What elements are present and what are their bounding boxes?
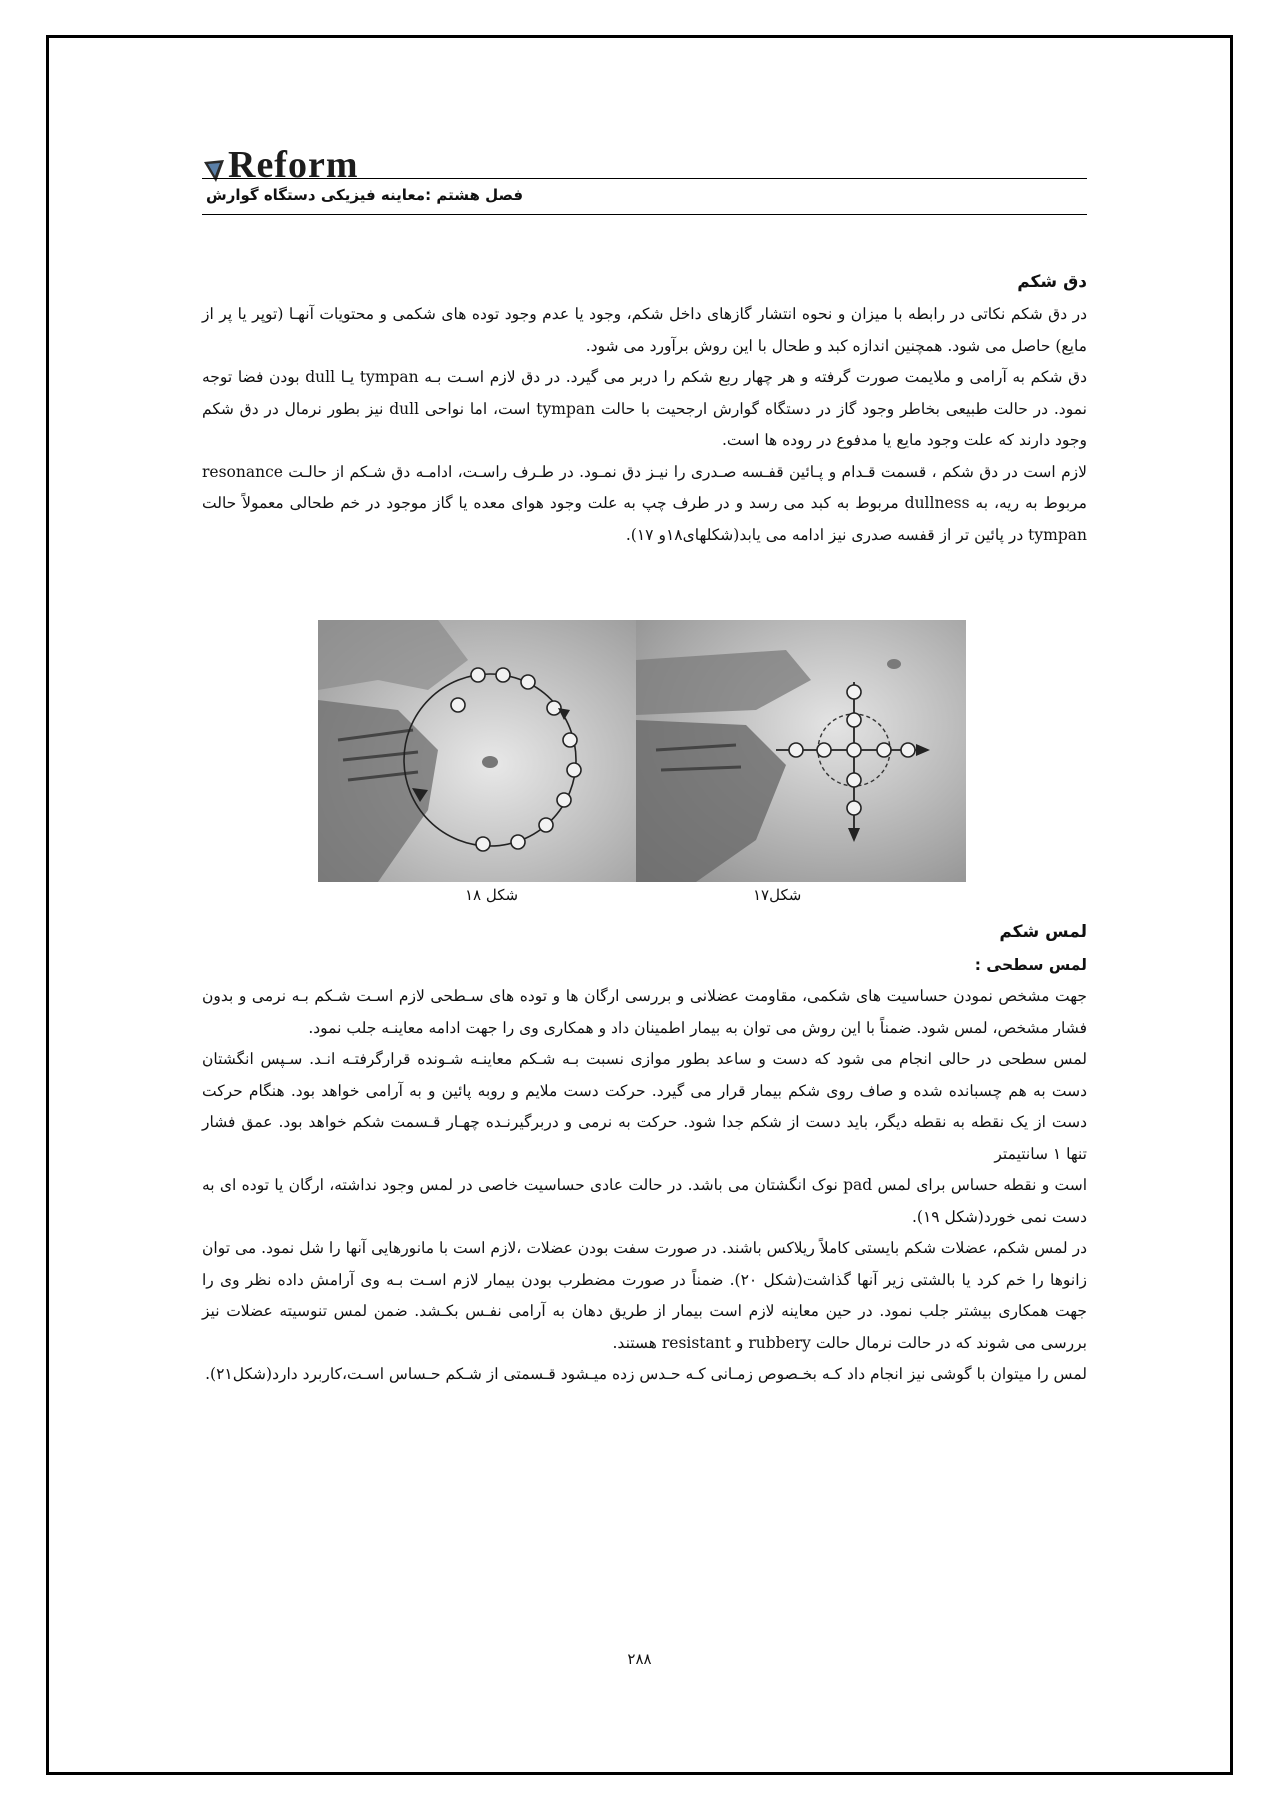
- figure-17-caption: شکل۱۷: [753, 886, 802, 904]
- page-number: ۲۸۸: [627, 1650, 652, 1668]
- paragraph: جهت مشخص نمودن حساسیت های شکمی، مقاومت عضلانی و بررسی ارگان ها و توده های سـطحی لازم اسـت شـکم بـه نرمی و بدون فشار مشخص، لمس شود. ضمناً با این روش می توان به بیمار اطمینان داد و همکاری وی را جهت ادامه معاینـه جلب نمود.: [202, 987, 1087, 1037]
- paragraph: در دق شکم نکاتی در رابطه با میزان و نحوه انتشار گازهای داخل شکم، وجود یا عدم وجود توده های شکمی و محتویات آنهـا (توپر یا پر از مایع) حاصل می شود. همچنین اندازه کبد و طحال با این روش برآورد می شود.: [202, 305, 1087, 355]
- logo-globe-icon: [202, 158, 226, 184]
- header-rule-bottom: [202, 214, 1087, 215]
- section-subheading: لمس سطحی :: [974, 956, 1087, 974]
- paragraph: لازم است در دق شکم ، قسمت قـدام و پـائین قفـسه صـدری را نیـز دق نمـود. در طـرف راسـت، ادامـه دق شـکم از حالـت resonance مربوط به ریه، به dullness مربوط به کبد می رسد و در طرف چپ به علت وجود هوای معده یا گاز موجود در خم طحالی معمولاً حالت tympan در پائین تر از قفسه صدری نیز ادامه می یابد(شکلهای۱۸و ۱۷).: [202, 462, 1087, 544]
- section-heading: دق شکم: [1017, 272, 1087, 292]
- figure-18-image: [318, 620, 636, 882]
- paragraph: لمس را میتوان با گوشی نیز انجام داد کـه بخـصوص زمـانی کـه حـدس زده میـشود قـسمتی از شـکم حـساس اسـت،کاربرد دارد(شکل۲۱).: [205, 1365, 1087, 1383]
- figures-row: [318, 620, 966, 880]
- paragraph: است و نقطه حساس برای لمس pad نوک انگشتان می باشد. در حالت عادی حساسیت خاصی در لمس وجود نداشته، ارگان یا توده ای به دست نمی خورد(شکل ۱۹).: [202, 1176, 1087, 1226]
- section-percussion: [202, 265, 1087, 551]
- figure-17-image: [636, 620, 966, 882]
- paragraph: لمس سطحی در حالی انجام می شود که دست و ساعد بطور موازی نسبت بـه شـکم معاینـه شـونده قرارگرفتـه انـد. سـپس انگشتان دست به هم چسبانده شده و صاف روی شکم بیمار قرار می گیرد. حرکت دست ملایم و روبه پائین و به آرامی خواهد بود. هنگام حرکت دست از یک نقطه به نقطه دیگر، باید دست از شکم جدا شود. حرکت به نرمی و دربرگیرنـده چهـار قـسمت شکم خواهد بود. عمق فشار تنها ۱ سانتیمتر: [202, 1050, 1087, 1163]
- header-rule-top: [202, 178, 1087, 179]
- figure-18-caption: شکل ۱۸: [465, 886, 519, 904]
- section-heading: لمس شکم: [999, 922, 1087, 942]
- section-palpation: [202, 915, 1087, 1391]
- chapter-title: فصل هشتم :معاینه فیزیکی دستگاه گوارش: [206, 186, 524, 204]
- logo-text: Reform: [228, 144, 359, 186]
- paragraph: دق شکم به آرامی و ملایمت صورت گرفته و هر چهار ربع شکم را دربر می گیرد. در دق لازم اسـت بـه tympan یـا dull بودن فضا توجه نمود. در حالت طبیعی بخاطر وجود گاز در دستگاه گوارش ارجحیت با حالت tympan است، اما نواحی dull نیز بطور نرمال در دق شکم وجود دارند که علت وجود مایع یا مدفوع در روده ها است.: [202, 368, 1087, 449]
- page-header: [202, 140, 1087, 218]
- paragraph: در لمس شکم، عضلات شکم بایستی کاملاً ریلاکس باشند. در صورت سفت بودن عضلات ،لازم است با مانورهایی آنها را شل نمود. می توان زانوها را خم کرد یا بالشتی زیر آنها گذاشت(شکل ۲۰). ضمناً در صورت مضطرب بودن بیمار لازم اسـت بـه وی آرامش داده نظر وی را جهت همکاری بیشتر جلب نمود. در حین معاینه لازم است بیمار از طریق دهان به آرامی نفـس بکـشد. ضمن لمس تنوسیته عضلات نیز بررسی می شوند که در حالت نرمال حالت rubbery و resistant هستند.: [202, 1239, 1087, 1352]
